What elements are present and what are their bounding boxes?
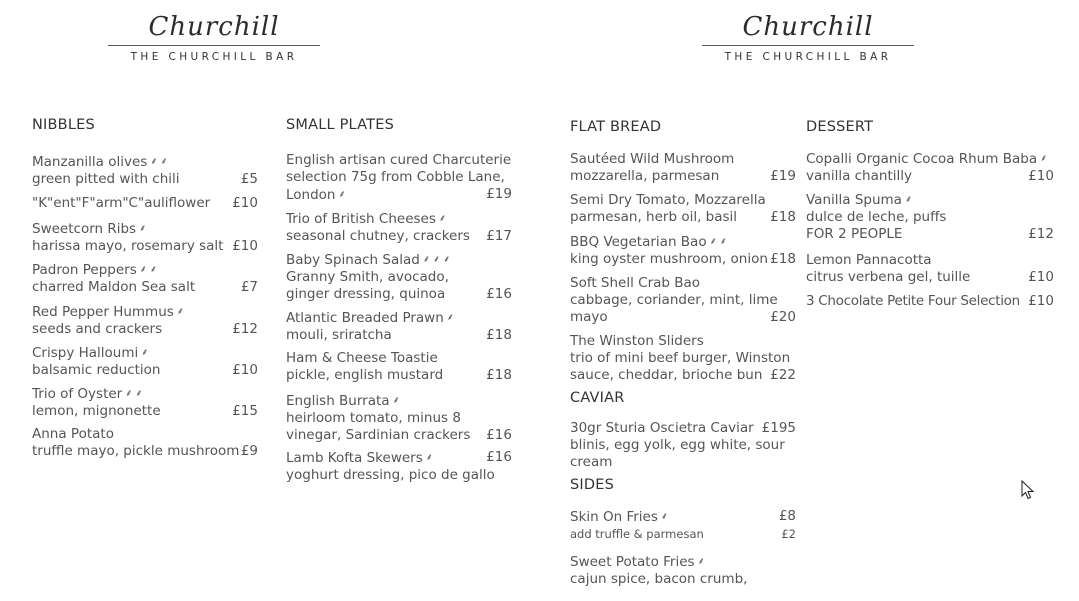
menu-item: [806, 293, 1054, 310]
menu-item: [286, 251, 512, 303]
item-name: Crispy Halloumi: [32, 345, 139, 361]
menu-item: [32, 303, 258, 338]
item-description: lemon, mignonette: [32, 403, 161, 419]
item-description: mouli, sriratcha: [286, 327, 392, 343]
menu-item: [570, 508, 796, 543]
dietary-mark-icon: ⸙: [176, 306, 184, 317]
menu-item: [570, 420, 796, 471]
section-title-caviar: CAVIAR: [570, 390, 625, 406]
item-description: citrus verbena gel, tuille: [806, 269, 971, 285]
item-description: London: [286, 187, 336, 203]
item-description: seeds and crackers: [32, 321, 163, 337]
item-description: cream: [570, 454, 613, 470]
item-price: £16: [486, 427, 512, 443]
menu-item: [286, 449, 512, 484]
dietary-mark-icon: ⸙: [150, 156, 158, 167]
dietary-mark-icon: ⸙: [719, 236, 727, 247]
section-title-nibbles: NIBBLES: [32, 117, 95, 133]
item-price: £19: [486, 186, 512, 202]
dietary-mark-icon: ⸙: [1040, 153, 1048, 164]
item-price: £9: [240, 443, 258, 459]
item-description: king oyster mushroom, onion: [570, 251, 768, 267]
item-name: Atlantic Breaded Prawn: [286, 310, 444, 326]
item-price: £15: [232, 403, 258, 419]
menu-item: [570, 275, 796, 326]
logo-subtitle: THE CHURCHILL BAR: [130, 51, 298, 63]
item-name: Red Pepper Hummus: [32, 304, 174, 320]
dietary-mark-icon: ⸙: [139, 264, 147, 275]
item-description: cajun spice, bacon crumb,: [570, 571, 748, 587]
menu-item: [806, 150, 1054, 185]
dietary-mark-icon: ⸙: [125, 388, 133, 399]
item-price: £16: [486, 286, 512, 302]
item-description: cabbage, coriander, mint, lime: [570, 292, 778, 308]
item-description: balsamic reduction: [32, 362, 161, 378]
item-price: £10: [232, 238, 258, 254]
menu-item: [286, 152, 512, 204]
item-price: £18: [486, 367, 512, 383]
item-price: £22: [770, 367, 796, 383]
item-price: £10: [232, 195, 258, 211]
item-price: £5: [240, 171, 258, 187]
menu-item: [570, 553, 796, 588]
menu-item: [286, 350, 512, 384]
item-price: £10: [1028, 168, 1054, 184]
item-addon: add truffle & parmesan: [570, 527, 704, 541]
mouse-pointer-icon: [1021, 480, 1035, 500]
menu-item: [570, 151, 796, 185]
item-name: 3 Chocolate Petite Four Selection: [806, 293, 1020, 309]
item-description: heirloom tomato, minus 8: [286, 410, 461, 426]
item-price: £8: [778, 508, 796, 524]
dietary-mark-icon: ⸙: [432, 254, 441, 265]
dietary-mark-icon: ⸙: [697, 556, 705, 567]
item-name: Trio of British Cheeses: [286, 211, 436, 227]
section-title-flat-bread: FLAT BREAD: [570, 119, 662, 135]
item-price: £10: [232, 362, 258, 378]
item-description: charred Maldon Sea salt: [32, 279, 196, 295]
item-name: BBQ Vegetarian Bao: [570, 234, 707, 250]
item-price: £18: [486, 327, 512, 343]
item-name: Skin On Fries: [570, 509, 658, 525]
item-price: £195: [761, 420, 796, 436]
item-name: Padron Peppers: [32, 262, 137, 278]
dietary-mark-icon: ⸙: [392, 395, 400, 406]
menu-item: [32, 426, 258, 460]
dietary-mark-icon: ⸙: [443, 254, 451, 265]
item-name: Anna Potato: [32, 426, 114, 442]
item-description: vinegar, Sardinian crackers: [286, 427, 471, 443]
item-description: selection 75g from Cobble Lane,: [286, 169, 505, 185]
dietary-mark-icon: ⸙: [338, 189, 346, 200]
item-price: £12: [1028, 226, 1054, 242]
item-description: parmesan, herb oil, basil: [570, 209, 738, 225]
item-name: English artisan cured Charcuterie: [286, 152, 512, 168]
item-price: £18: [770, 209, 796, 225]
dietary-mark-icon: ⸙: [141, 347, 149, 358]
item-name: 30gr Sturia Oscietra Caviar: [570, 420, 754, 436]
item-description: dulce de leche, puffs: [806, 209, 947, 225]
item-name: Sautéed Wild Mushroom: [570, 151, 735, 167]
item-description: truffle mayo, pickle mushroom: [32, 443, 240, 459]
item-name: Baby Spinach Salad: [286, 252, 420, 268]
dietary-mark-icon: ⸙: [422, 254, 430, 265]
item-name: Ham & Cheese Toastie: [286, 350, 438, 366]
menu-item: [806, 252, 1054, 286]
menu-item: [32, 220, 258, 255]
dietary-mark-icon: ⸙: [709, 236, 717, 247]
menu-item: [570, 192, 796, 226]
item-name: Lamb Kofta Skewers: [286, 450, 423, 466]
menu-item: [32, 344, 258, 379]
item-name: Soft Shell Crab Bao: [570, 275, 701, 291]
item-description: yoghurt dressing, pico de gallo: [286, 467, 495, 483]
item-description: mozzarella, parmesan: [570, 168, 720, 184]
menu-item: [32, 385, 258, 420]
item-price: £18: [770, 251, 796, 267]
logo-right: [702, 10, 914, 63]
item-name: English Burrata: [286, 393, 390, 409]
section-title-dessert: DESSERT: [806, 119, 874, 135]
item-price: £10: [1028, 269, 1054, 285]
item-name: Copalli Organic Cocoa Rhum Baba: [806, 151, 1038, 167]
dietary-mark-icon: ⸙: [149, 264, 158, 275]
item-description: trio of mini beef burger, Winston: [570, 350, 791, 366]
item-description: vanilla chantilly: [806, 168, 912, 184]
item-description: pickle, english mustard: [286, 367, 444, 383]
menu-item: [286, 210, 512, 245]
menu-item: [806, 191, 1054, 243]
item-description: harissa mayo, rosemary salt: [32, 238, 224, 254]
item-description: Granny Smith, avocado,: [286, 269, 449, 285]
item-name: Trio of Oyster: [32, 386, 123, 402]
dietary-mark-icon: ⸙: [160, 156, 168, 167]
section-title-small-plates: SMALL PLATES: [286, 117, 394, 133]
item-description: mayo: [570, 309, 608, 325]
item-addon-price: £2: [781, 527, 796, 541]
dietary-mark-icon: ⸙: [135, 388, 143, 399]
logo-script-text: Churchill: [702, 10, 914, 46]
item-description: seasonal chutney, crackers: [286, 228, 470, 244]
item-name: Vanilla Spuma: [806, 192, 902, 208]
item-price: £12: [232, 321, 258, 337]
logo-subtitle: THE CHURCHILL BAR: [724, 51, 892, 63]
menu-item: [32, 153, 258, 188]
dietary-mark-icon: ⸙: [660, 511, 669, 522]
section-title-sides: SIDES: [570, 477, 615, 493]
item-description: blinis, egg yolk, egg white, sour: [570, 437, 785, 453]
item-price: £19: [770, 168, 796, 184]
logo-script-text: Churchill: [108, 10, 320, 46]
menu-item: [286, 309, 512, 344]
dietary-mark-icon: ⸙: [438, 213, 447, 224]
item-name: The Winston Sliders: [570, 333, 704, 349]
menu-item: [570, 233, 796, 268]
item-name: Sweetcorn Ribs: [32, 221, 137, 237]
item-name: Lemon Pannacotta: [806, 252, 932, 268]
item-price: £10: [1028, 293, 1054, 309]
item-name: Sweet Potato Fries: [570, 554, 695, 570]
menu-item: [32, 261, 258, 296]
item-name: "K"ent"F"arm"C"auliflower: [32, 195, 211, 211]
item-description: sauce, cheddar, brioche bun: [570, 367, 763, 383]
dietary-mark-icon: ⸙: [904, 194, 913, 205]
item-name: Semi Dry Tomato, Mozzarella: [570, 192, 766, 208]
item-description: FOR 2 PEOPLE: [806, 226, 903, 242]
menu-item: [286, 392, 512, 444]
item-price: £7: [240, 279, 258, 295]
item-price: £17: [486, 228, 512, 244]
item-name: Manzanilla olives: [32, 154, 148, 170]
item-price: £16: [486, 449, 512, 465]
menu-item: [570, 333, 796, 384]
item-description: green pitted with chili: [32, 171, 180, 187]
item-description: ginger dressing, quinoa: [286, 286, 446, 302]
logo-left: [108, 10, 320, 63]
dietary-mark-icon: ⸙: [425, 452, 433, 463]
dietary-mark-icon: ⸙: [446, 312, 454, 323]
menu-item: [32, 195, 258, 212]
item-price: £20: [770, 309, 796, 325]
dietary-mark-icon: ⸙: [139, 223, 147, 234]
